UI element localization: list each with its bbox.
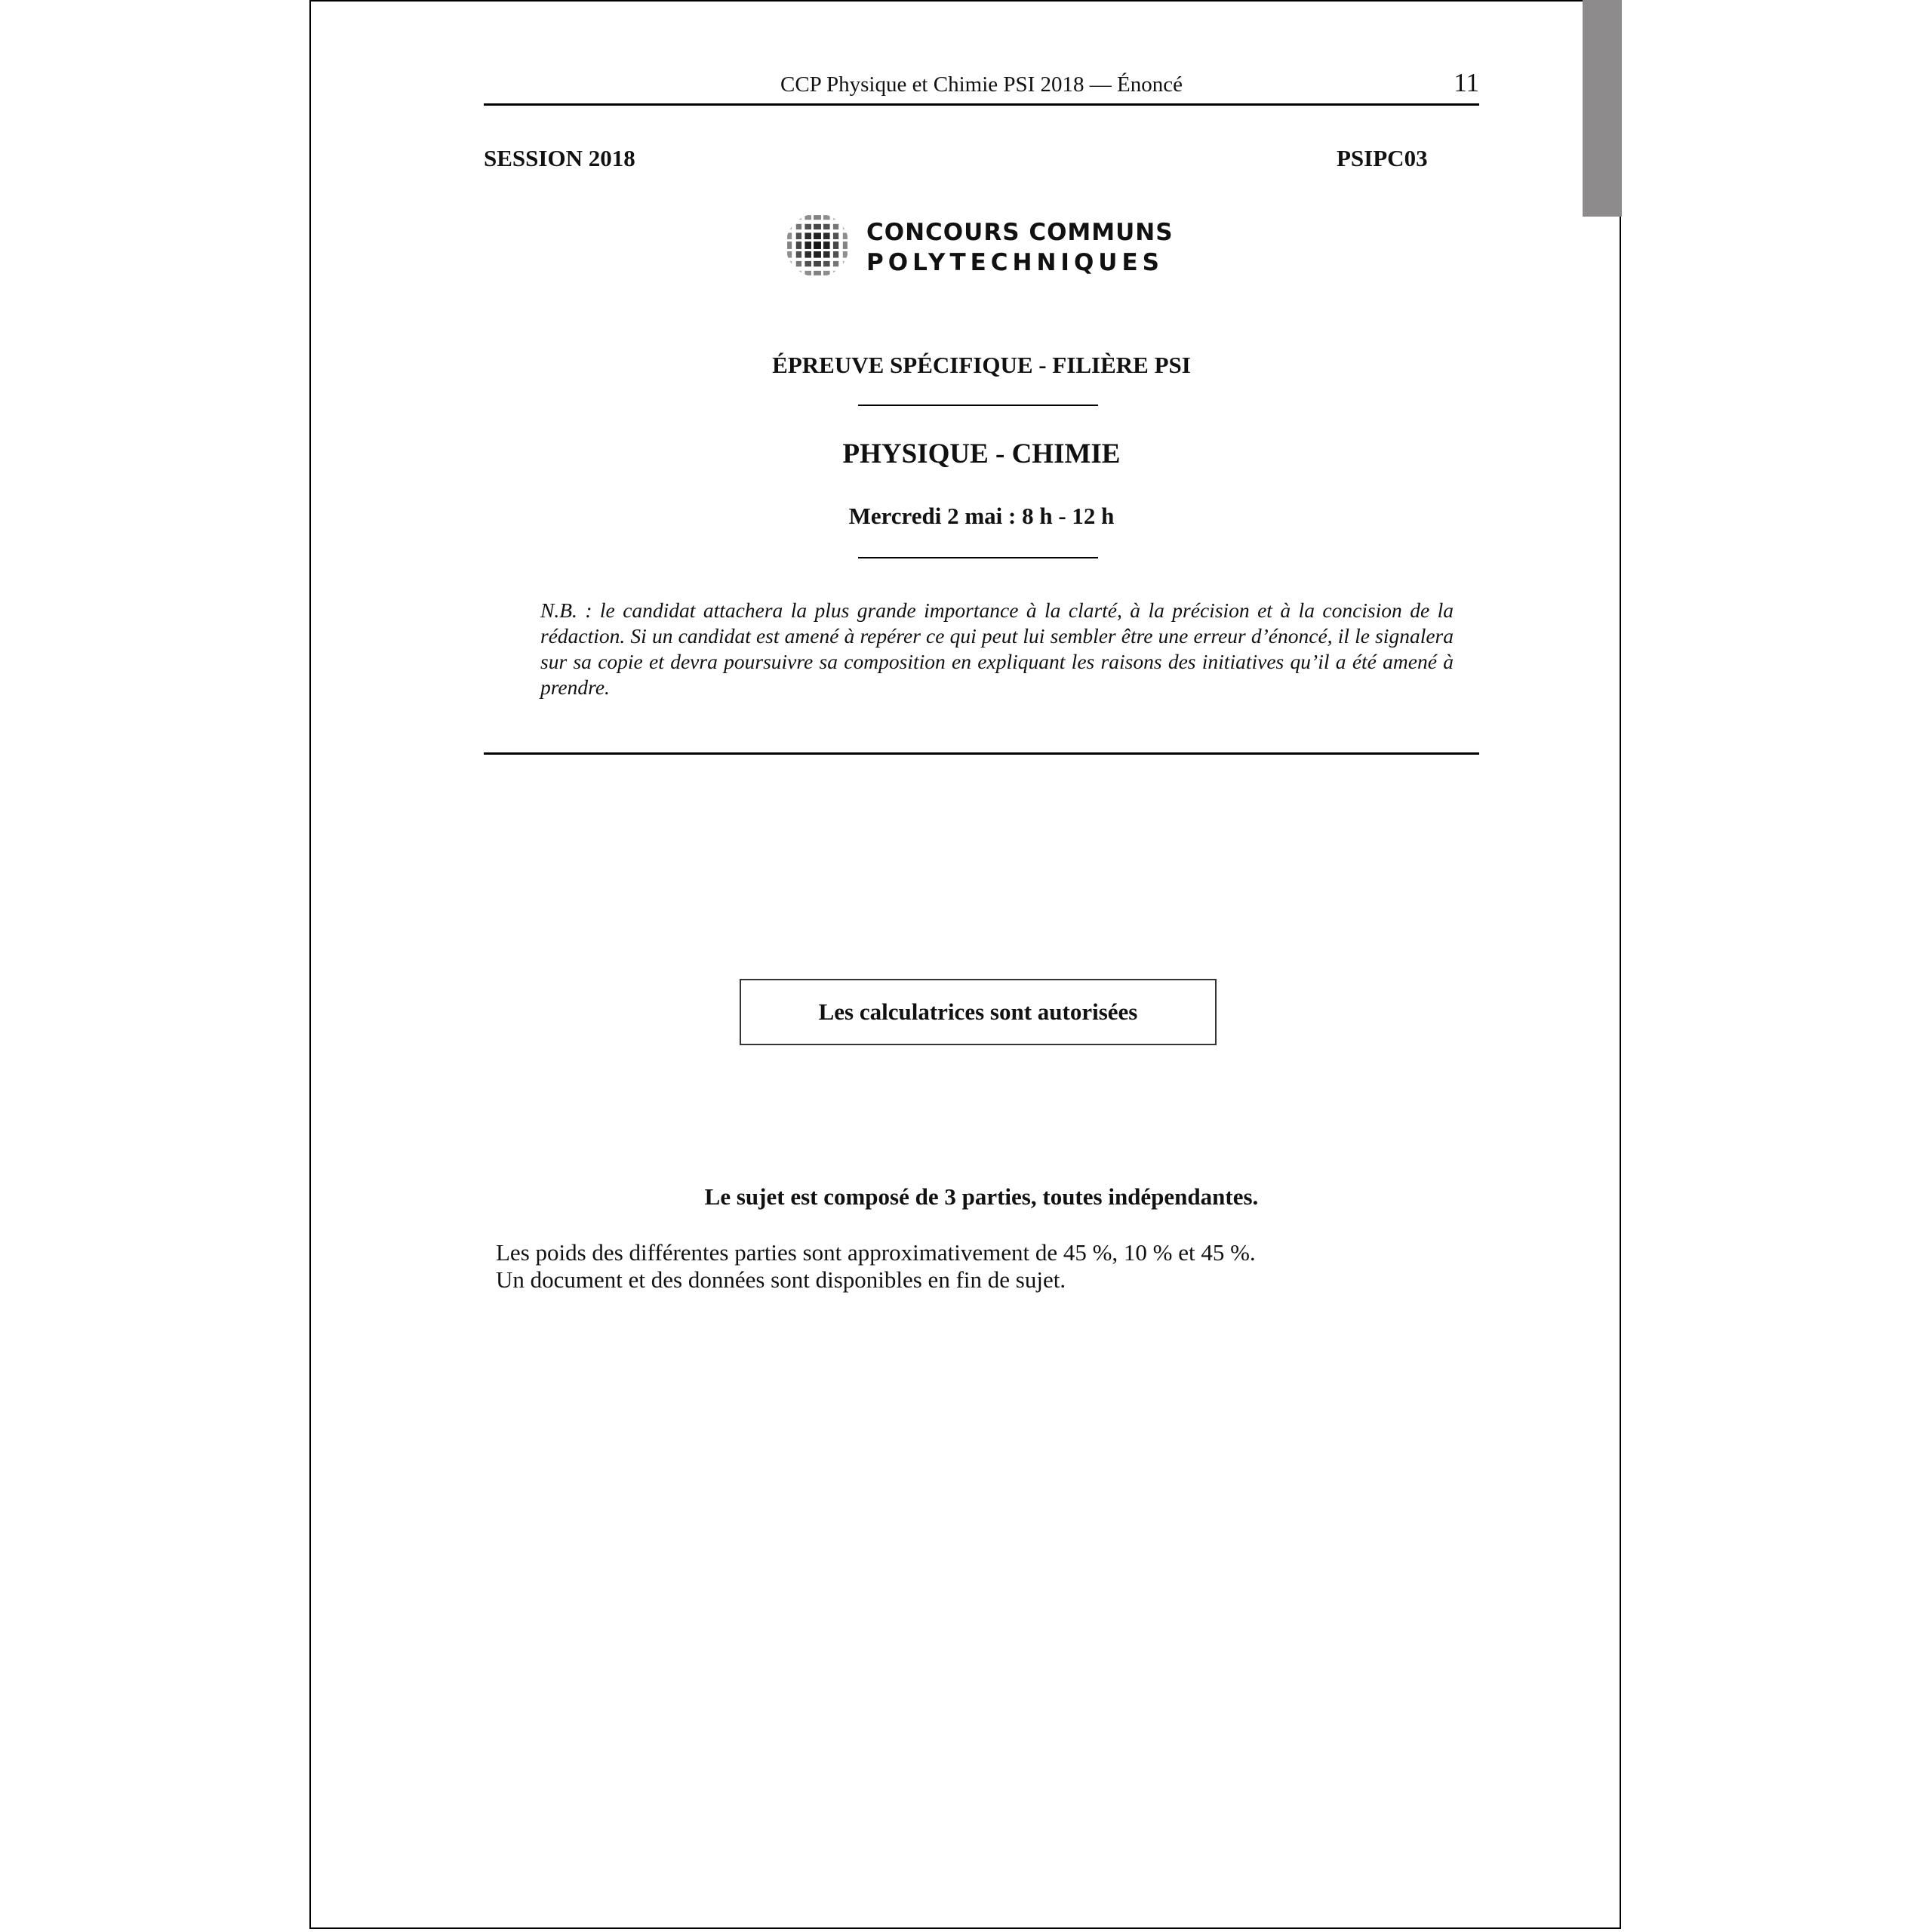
globe-cell bbox=[796, 232, 801, 239]
globe-cell bbox=[814, 215, 821, 220]
globe-cell bbox=[814, 251, 821, 258]
globe-cell bbox=[814, 232, 821, 239]
epreuve-title: ÉPREUVE SPÉCIFIQUE - FILIÈRE PSI bbox=[772, 352, 1191, 378]
page-number: 11 bbox=[1454, 68, 1479, 97]
globe-cell bbox=[804, 224, 811, 229]
globe-cell bbox=[843, 271, 848, 275]
info-block bbox=[496, 1239, 1256, 1294]
globe-cell bbox=[843, 224, 848, 229]
globe-cell bbox=[833, 242, 838, 249]
composition-statement: Le sujet est composé de 3 parties, toutes indépendantes. bbox=[704, 1183, 1259, 1210]
ccp-logo bbox=[785, 213, 1174, 281]
exam-code: PSIPC03 bbox=[1337, 145, 1428, 171]
globe-cell bbox=[804, 251, 811, 258]
globe-cell bbox=[796, 242, 801, 249]
running-title: CCP Physique et Chimie PSI 2018 — Énoncé bbox=[780, 72, 1183, 97]
globe-cell bbox=[814, 261, 821, 266]
globe-cell bbox=[823, 261, 830, 266]
subject-title: PHYSIQUE - CHIMIE bbox=[842, 438, 1121, 469]
nb-note: N.B. : le candidat attachera la plus grande importance à la clarté, à la précision et à la concision de la rédaction. Si un candidat est amené à repérer ce qui peut lui sembler être une erreur d’énoncé, il le signalera sur sa copie et devra poursuivre sa composition en expliquant les raisons des initiatives qu’il a été amené à prendre. bbox=[540, 598, 1454, 699]
globe-cell bbox=[787, 271, 792, 275]
globe-cell bbox=[823, 271, 830, 275]
globe-cell bbox=[787, 232, 792, 239]
divider-long bbox=[484, 752, 1479, 755]
globe-cell bbox=[787, 224, 792, 229]
page-side-tab bbox=[1583, 0, 1622, 217]
globe-cell bbox=[814, 271, 821, 275]
globe-cell bbox=[823, 224, 830, 229]
running-header bbox=[484, 69, 1479, 106]
weights-line: Les poids des différentes parties sont approximativement de 45 %, 10 % et 45 %. bbox=[496, 1239, 1256, 1266]
documents-line: Un document et des données sont disponibles en fin de sujet. bbox=[496, 1266, 1066, 1293]
globe-cell bbox=[823, 251, 830, 258]
globe-cell bbox=[814, 224, 821, 229]
logo-line-2: POLYTECHNIQUES bbox=[866, 249, 1164, 276]
globe-cell bbox=[804, 232, 811, 239]
globe-cell bbox=[787, 251, 792, 258]
calculators-text: Les calculatrices sont autorisées bbox=[818, 998, 1138, 1025]
document-page bbox=[309, 0, 1621, 1929]
globe-cell bbox=[787, 261, 792, 266]
globe-cell bbox=[787, 242, 792, 249]
globe-cell bbox=[814, 242, 821, 249]
divider-short-top bbox=[858, 405, 1098, 406]
globe-cell bbox=[843, 242, 848, 249]
globe-cell bbox=[833, 215, 838, 220]
globe-grid-icon bbox=[785, 213, 850, 278]
globe-cell bbox=[843, 251, 848, 258]
globe-cell bbox=[804, 261, 811, 266]
globe-cell bbox=[823, 242, 830, 249]
session-label: SESSION 2018 bbox=[484, 145, 635, 171]
globe-cell bbox=[796, 215, 801, 220]
globe-cell bbox=[804, 242, 811, 249]
globe-cell bbox=[823, 232, 830, 239]
globe-cell bbox=[804, 271, 811, 275]
globe-cell bbox=[796, 224, 801, 229]
globe-cell bbox=[833, 251, 838, 258]
globe-cell bbox=[823, 215, 830, 220]
calculators-box bbox=[740, 979, 1217, 1045]
divider-short-bottom bbox=[858, 557, 1098, 558]
globe-cell bbox=[833, 271, 838, 275]
globe-cell bbox=[833, 232, 838, 239]
globe-cell bbox=[843, 261, 848, 266]
globe-cell bbox=[843, 215, 848, 220]
globe-cell bbox=[796, 251, 801, 258]
logo-line-1: CONCOURS COMMUNS bbox=[866, 219, 1174, 246]
exam-date: Mercredi 2 mai : 8 h - 12 h bbox=[848, 503, 1115, 529]
globe-cell bbox=[843, 232, 848, 239]
globe-cell bbox=[796, 271, 801, 275]
globe-cell bbox=[833, 261, 838, 266]
logo-text bbox=[866, 217, 1174, 278]
globe-cell bbox=[787, 215, 792, 220]
globe-cell bbox=[833, 224, 838, 229]
globe-cell bbox=[796, 261, 801, 266]
globe-cell bbox=[804, 215, 811, 220]
